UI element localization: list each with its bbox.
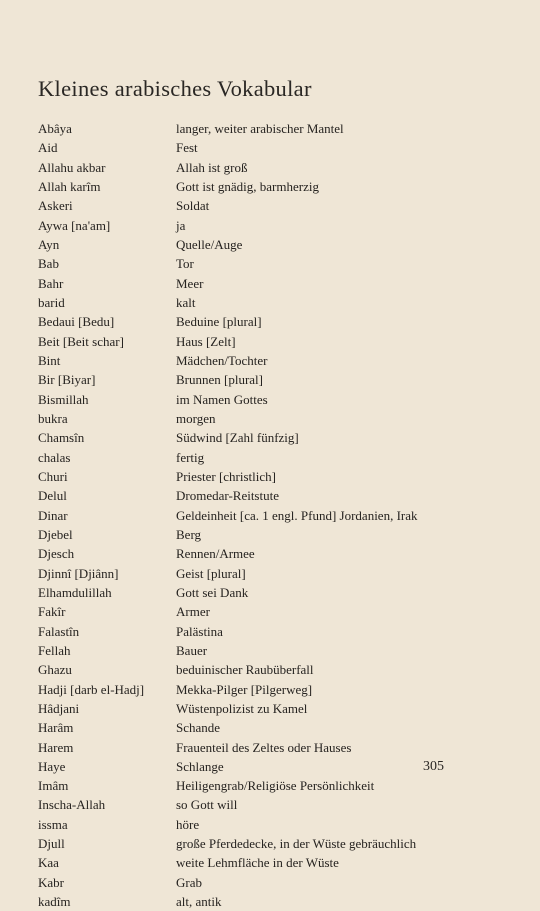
vocab-row (38, 177, 508, 196)
vocab-row (38, 370, 508, 389)
vocab-row (38, 892, 508, 911)
vocab-row (38, 428, 508, 447)
vocab-row (38, 795, 508, 814)
vocab-meaning: Beduine [plural] (176, 314, 262, 330)
page-title: Kleines arabisches Vokabular (38, 76, 312, 101)
vocab-meaning: Bauer (176, 642, 208, 658)
vocab-term: Churi (38, 468, 68, 484)
vocab-term: Bismillah (38, 391, 89, 407)
vocab-meaning: Rennen/Armee (176, 546, 255, 562)
vocab-term: Askeri (38, 198, 73, 214)
vocab-meaning: Geldeinheit [ca. 1 engl. Pfund] Jordanien, Irak (176, 507, 418, 523)
vocab-row (38, 467, 508, 486)
vocab-meaning: Wüstenpolizist zu Kamel (176, 700, 308, 716)
vocab-row (38, 660, 508, 679)
vocab-meaning: alt, antik (176, 894, 222, 910)
vocab-meaning: Dromedar-Reitstute (176, 488, 279, 504)
vocab-term: Hadji [darb el-Hadj] (38, 681, 145, 697)
vocab-meaning: Schande (176, 720, 221, 736)
vocab-term: Djesch (38, 546, 75, 562)
vocab-meaning: weite Lehmfläche in der Wüste (176, 855, 339, 871)
vocab-meaning: Geist [plural] (176, 565, 246, 581)
vocab-term: Ayn (38, 236, 60, 252)
vocab-meaning: Gott ist gnädig, barmherzig (176, 178, 319, 194)
vocab-term: Hâdjani (38, 700, 80, 716)
vocab-meaning: Gott sei Dank (176, 584, 249, 600)
vocab-row (38, 216, 508, 235)
vocab-row (38, 699, 508, 718)
vocab-row (38, 718, 508, 737)
vocab-meaning: langer, weiter arabischer Mantel (176, 121, 344, 136)
vocab-meaning: Tor (176, 256, 194, 272)
vocab-row (38, 235, 508, 254)
vocab-row (38, 138, 508, 157)
vocab-meaning: Frauenteil des Zeltes oder Hauses (176, 739, 352, 755)
vocab-term: Beit [Beit schar] (38, 333, 124, 349)
vocab-meaning: Berg (176, 526, 202, 542)
vocab-term: Bahr (38, 275, 64, 291)
vocab-meaning: Allah ist groß (176, 159, 248, 175)
vocab-meaning: höre (176, 816, 200, 832)
vocab-term: Djull (38, 836, 65, 852)
vocab-term: Djebel (38, 526, 73, 542)
vocab-row (38, 583, 508, 602)
vocab-row (38, 506, 508, 525)
vocab-meaning: Armer (176, 604, 210, 620)
vocab-row (38, 448, 508, 467)
vocab-term: Inscha-Allah (38, 797, 106, 813)
vocab-term: Elhamdulillah (38, 584, 112, 600)
vocab-term: Fellah (38, 642, 71, 658)
vocab-term: Chamsîn (38, 430, 85, 446)
vocab-meaning: Soldat (176, 198, 210, 214)
vocab-row (38, 622, 508, 641)
vocab-term: Aid (38, 140, 58, 156)
vocab-row (38, 853, 508, 872)
vocab-term: issma (38, 816, 68, 832)
vocab-term: kadîm (38, 894, 71, 910)
vocab-term: Bir [Biyar] (38, 372, 96, 388)
vocab-meaning: Südwind [Zahl fünfzig] (176, 430, 299, 446)
vocab-meaning: Schlange (176, 758, 224, 774)
vocab-row (38, 834, 508, 853)
vocab-term: Harâm (38, 720, 74, 736)
vocab-row (38, 293, 508, 312)
vocab-term: Djinnî [Djiânn] (38, 565, 119, 581)
vocab-row (38, 564, 508, 583)
vocab-row (38, 409, 508, 428)
vocab-row (38, 873, 508, 892)
vocab-meaning: große Pferdedecke, in der Wüste gebräuchlich (176, 836, 417, 852)
vocab-meaning: kalt (176, 294, 196, 310)
vocab-meaning: fertig (176, 449, 205, 465)
vocab-term: Kaa (38, 855, 59, 871)
vocab-term: Allahu akbar (38, 159, 106, 175)
vocab-meaning: Brunnen [plural] (176, 372, 264, 388)
vocab-row (38, 390, 508, 409)
vocab-term: Bint (38, 352, 61, 368)
vocab-term: Falastîn (38, 623, 80, 639)
vocab-term: chalas (38, 449, 71, 465)
vocab-term: Fakîr (38, 604, 66, 620)
vocab-row (38, 486, 508, 505)
vocab-term: Delul (38, 488, 67, 504)
vocab-meaning: Fest (176, 140, 198, 156)
vocab-term: Allah karîm (38, 178, 101, 194)
vocab-meaning: Heiligengrab/Religiöse Persönlichkeit (176, 778, 375, 794)
vocab-row (38, 119, 508, 138)
page-number: 305 (423, 759, 444, 774)
vocab-row (38, 254, 508, 273)
vocab-row (38, 680, 508, 699)
vocab-meaning: Grab (176, 874, 202, 890)
vocab-term: Aywa [na'am] (38, 217, 111, 233)
vocab-term: Ghazu (38, 662, 72, 678)
vocab-row (38, 351, 508, 370)
vocab-meaning: morgen (176, 410, 216, 426)
vocab-row (38, 641, 508, 660)
vocab-meaning: Mädchen/Tochter (176, 352, 268, 368)
vocab-meaning: Mekka-Pilger [Pilgerweg] (176, 681, 313, 697)
vocab-row (38, 312, 508, 331)
vocab-row (38, 602, 508, 621)
vocab-term: bukra (38, 410, 68, 426)
vocab-meaning: Priester [christlich] (176, 468, 276, 484)
vocab-term: Harem (38, 739, 74, 755)
vocab-meaning: Quelle/Auge (176, 236, 243, 252)
vocab-term: Bab (38, 256, 59, 272)
vocab-row (38, 525, 508, 544)
vocabulary-list (38, 119, 508, 911)
vocab-term: Kabr (38, 874, 64, 890)
vocab-row (38, 544, 508, 563)
vocab-meaning: so Gott will (176, 797, 238, 813)
vocab-meaning: Palästina (176, 623, 223, 639)
vocab-term: Dinar (38, 507, 68, 523)
vocab-row (38, 274, 508, 293)
vocab-meaning: ja (176, 217, 186, 233)
vocab-row (38, 158, 508, 177)
vocab-term: Imâm (38, 778, 69, 794)
vocab-term: barid (38, 294, 65, 310)
vocab-row (38, 738, 508, 757)
vocab-row (38, 776, 508, 795)
vocab-meaning: im Namen Gottes (176, 391, 268, 407)
vocab-row (38, 332, 508, 351)
vocab-term: Bedaui [Bedu] (38, 314, 115, 330)
vocab-row (38, 815, 508, 834)
vocab-term: Haye (38, 758, 66, 774)
vocab-meaning: beduinischer Raubüberfall (176, 662, 314, 678)
vocab-meaning: Meer (176, 275, 204, 291)
vocab-meaning: Haus [Zelt] (176, 333, 236, 349)
vocab-term: Abâya (38, 121, 72, 136)
vocab-row (38, 196, 508, 215)
